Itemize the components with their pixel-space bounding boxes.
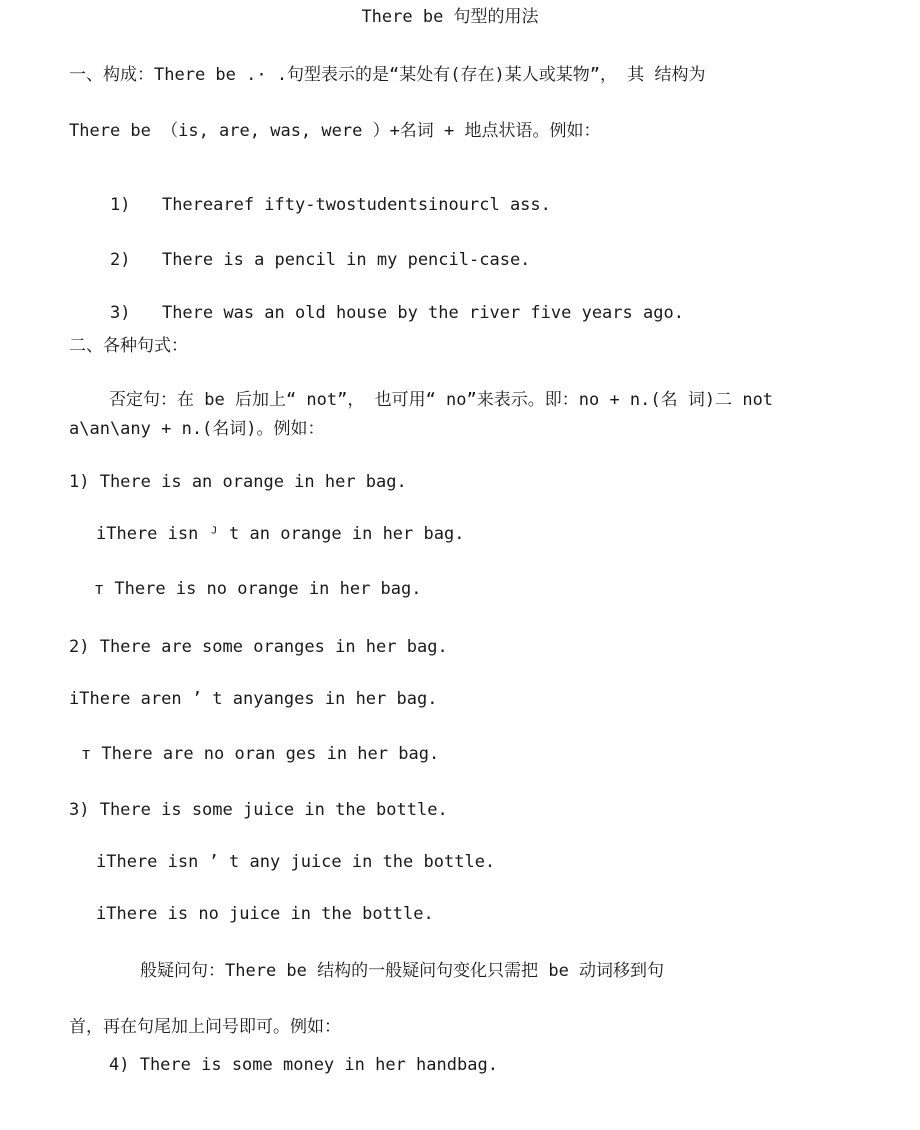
example-1-negative-b: ᴛ There is no orange in her bag. (94, 579, 422, 599)
page-title: There be 句型的用法 (361, 7, 539, 27)
example-3-negative-b: iThere is no juice in the bottle. (96, 904, 434, 924)
section2-heading: 二、各种句式： (69, 336, 188, 356)
example-2-negative-b: ᴛ There are no oran ges in her bag. (81, 744, 440, 764)
example-1-sentence: 1) There is an orange in her bag. (69, 472, 407, 492)
question-intro-continued: 首，再在句尾加上问号即可。例如： (69, 1017, 341, 1037)
example-2 (69, 227, 531, 270)
example-text: There was an old house by the river five years ago. (161, 303, 684, 323)
example-1 (69, 172, 551, 215)
example-number: 1) (109, 195, 131, 215)
example-2-sentence: 2) There are some oranges in her bag. (69, 637, 448, 657)
section1-heading: 一、构成：There be .· .句型表示的是“某处有(存在)某人或某物”， 其 结构为 (69, 65, 706, 85)
question-intro: 般疑问句：There be 结构的一般疑问句变化只需把 be 动词移到句 (140, 961, 665, 981)
example-3-sentence: 3) There is some juice in the bottle. (69, 800, 448, 820)
example-2-negative-a: iThere aren ’ t anyanges in her bag. (69, 689, 438, 709)
example-text: There is a pencil in my pencil-case. (161, 250, 531, 270)
example-3-negative-a: iThere isn ’ t any juice in the bottle. (96, 852, 496, 872)
example-3 (69, 280, 684, 323)
example-text: Therearef ifty-twostudentsinourcl ass. (161, 195, 551, 215)
example-4-sentence: 4) There is some money in her handbag. (109, 1055, 498, 1075)
structure-line: There be （is, are, was, were ）+名词 + 地点状语。例如： (69, 121, 601, 141)
negative-intro: 否定句：在 be 后加上“ not”， 也可用“ no”来表示。即：no + n.(名 词)二 not a\an\any + n.(名词)。例如： (69, 390, 774, 439)
example-number: 3) (109, 303, 131, 323)
example-number: 2) (109, 250, 131, 270)
example-1-negative-a: iThere isn ᴶ t an orange in her bag. (96, 524, 465, 544)
